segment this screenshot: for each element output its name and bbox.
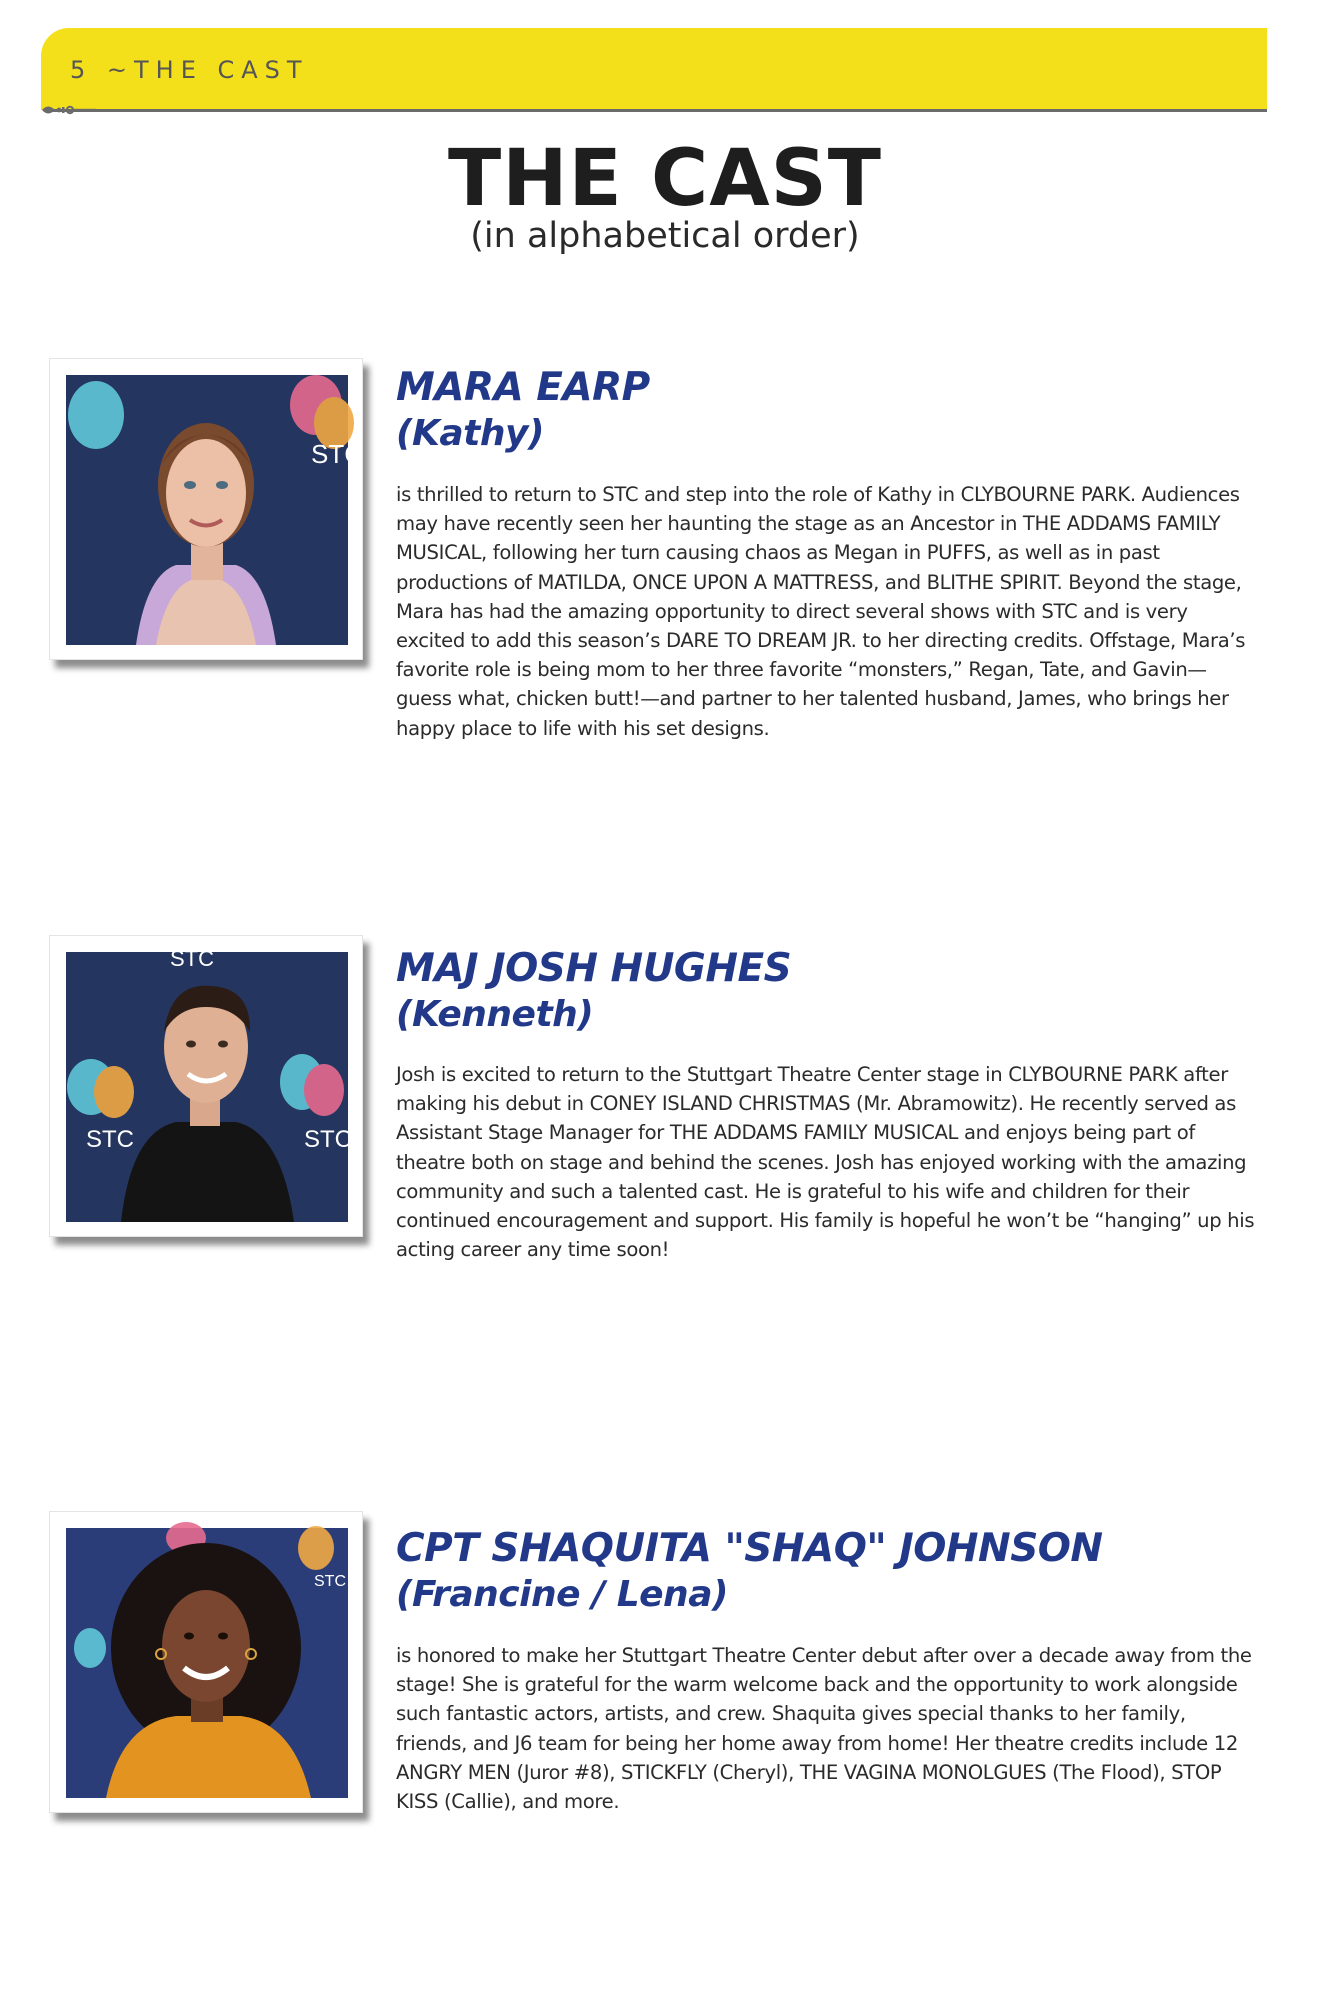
cast-name: MARA EARP bbox=[396, 365, 650, 410]
cast-photo bbox=[66, 375, 363, 645]
header-rule bbox=[52, 109, 1267, 112]
cast-role: (Kenneth) bbox=[396, 994, 594, 1035]
svg-text:STC: STC bbox=[170, 946, 214, 971]
cast-bio: is thrilled to return to STC and step into the role of Kathy in CLYBOURNE PARK. Audiences may have recently seen her haunting the stage as an Ancestor in THE ADDAMS FAMILY MUSICAL, following her turn causing chaos as Megan in PUFFS, as well as in past productions of MATILDA, ONCE UPON A MATTRESS, and BLITHE SPIRIT. Beyond the stage, Mara has had the amazing opportunity to direct several shows with STC and is very excited to add this season’s DARE TO DREAM JR. to her directing credits. Offstage, Mara’s favorite role is being mom to her three favorite “monsters,” Regan, Tate, and Gavin—guess what, chicken butt!—and partner to her talented husband, James, who brings her happy place to life with his set designs. bbox=[396, 483, 1246, 740]
headshot-illustration bbox=[66, 1528, 348, 1798]
rule-ornament-icon bbox=[40, 101, 96, 119]
cast-bio: Josh is excited to return to the Stuttgart Theatre Center stage in CLYBOURNE PARK after making his debut in CONEY ISLAND CHRISTMAS (Mr. Abramowitz). He recently served as Assistant Stage Manager for THE ADDAMS FAMILY MUSICAL and enjoys being part of theatre both on stage and behind the scenes. Josh has enjoyed working with the amazing community and such a talented cast. He is grateful to his wife and children for their continued encouragement and support. His family is hopeful he won’t be “hanging” up his acting career any time soon! bbox=[396, 1063, 1255, 1262]
cast-photo bbox=[66, 1528, 348, 1798]
svg-text:STC: STC bbox=[86, 1126, 134, 1153]
headshot-illustration bbox=[66, 946, 352, 1222]
cast-photo-frame bbox=[49, 358, 363, 660]
cast-photo-frame bbox=[49, 935, 363, 1237]
svg-text:STC: STC bbox=[304, 1126, 352, 1153]
cast-name: CPT SHAQUITA "SHAQ" JOHNSON bbox=[396, 1526, 1103, 1571]
cast-name: MAJ JOSH HUGHES bbox=[396, 946, 792, 991]
cast-photo bbox=[66, 946, 352, 1222]
svg-text:STC: STC bbox=[311, 439, 363, 469]
cast-role: (Kathy) bbox=[396, 413, 544, 454]
page-subtitle: (in alphabetical order) bbox=[470, 216, 860, 256]
headshot-illustration bbox=[66, 375, 363, 645]
cast-photo-frame bbox=[49, 1511, 363, 1813]
cast-role: (Francine / Lena) bbox=[396, 1574, 728, 1615]
page-title: THE CAST bbox=[448, 134, 882, 224]
page-section-label: 5 ~THE CAST bbox=[70, 56, 309, 84]
cast-bio: is honored to make her Stuttgart Theatre Center debut after over a decade away from the stage! She is grateful for the warm welcome back and the opportunity to work alongside such fantastic actors, artists, and crew. Shaquita gives special thanks to her family, friends, and J6 team for being her home away from home! Her theatre credits include 12 ANGRY MEN (Juror #8), STICKFLY (Cheryl), THE VAGINA MONOLGUES (The Flood), STOP KISS (Callie), and more. bbox=[396, 1644, 1252, 1814]
svg-text:STC: STC bbox=[314, 1573, 346, 1590]
